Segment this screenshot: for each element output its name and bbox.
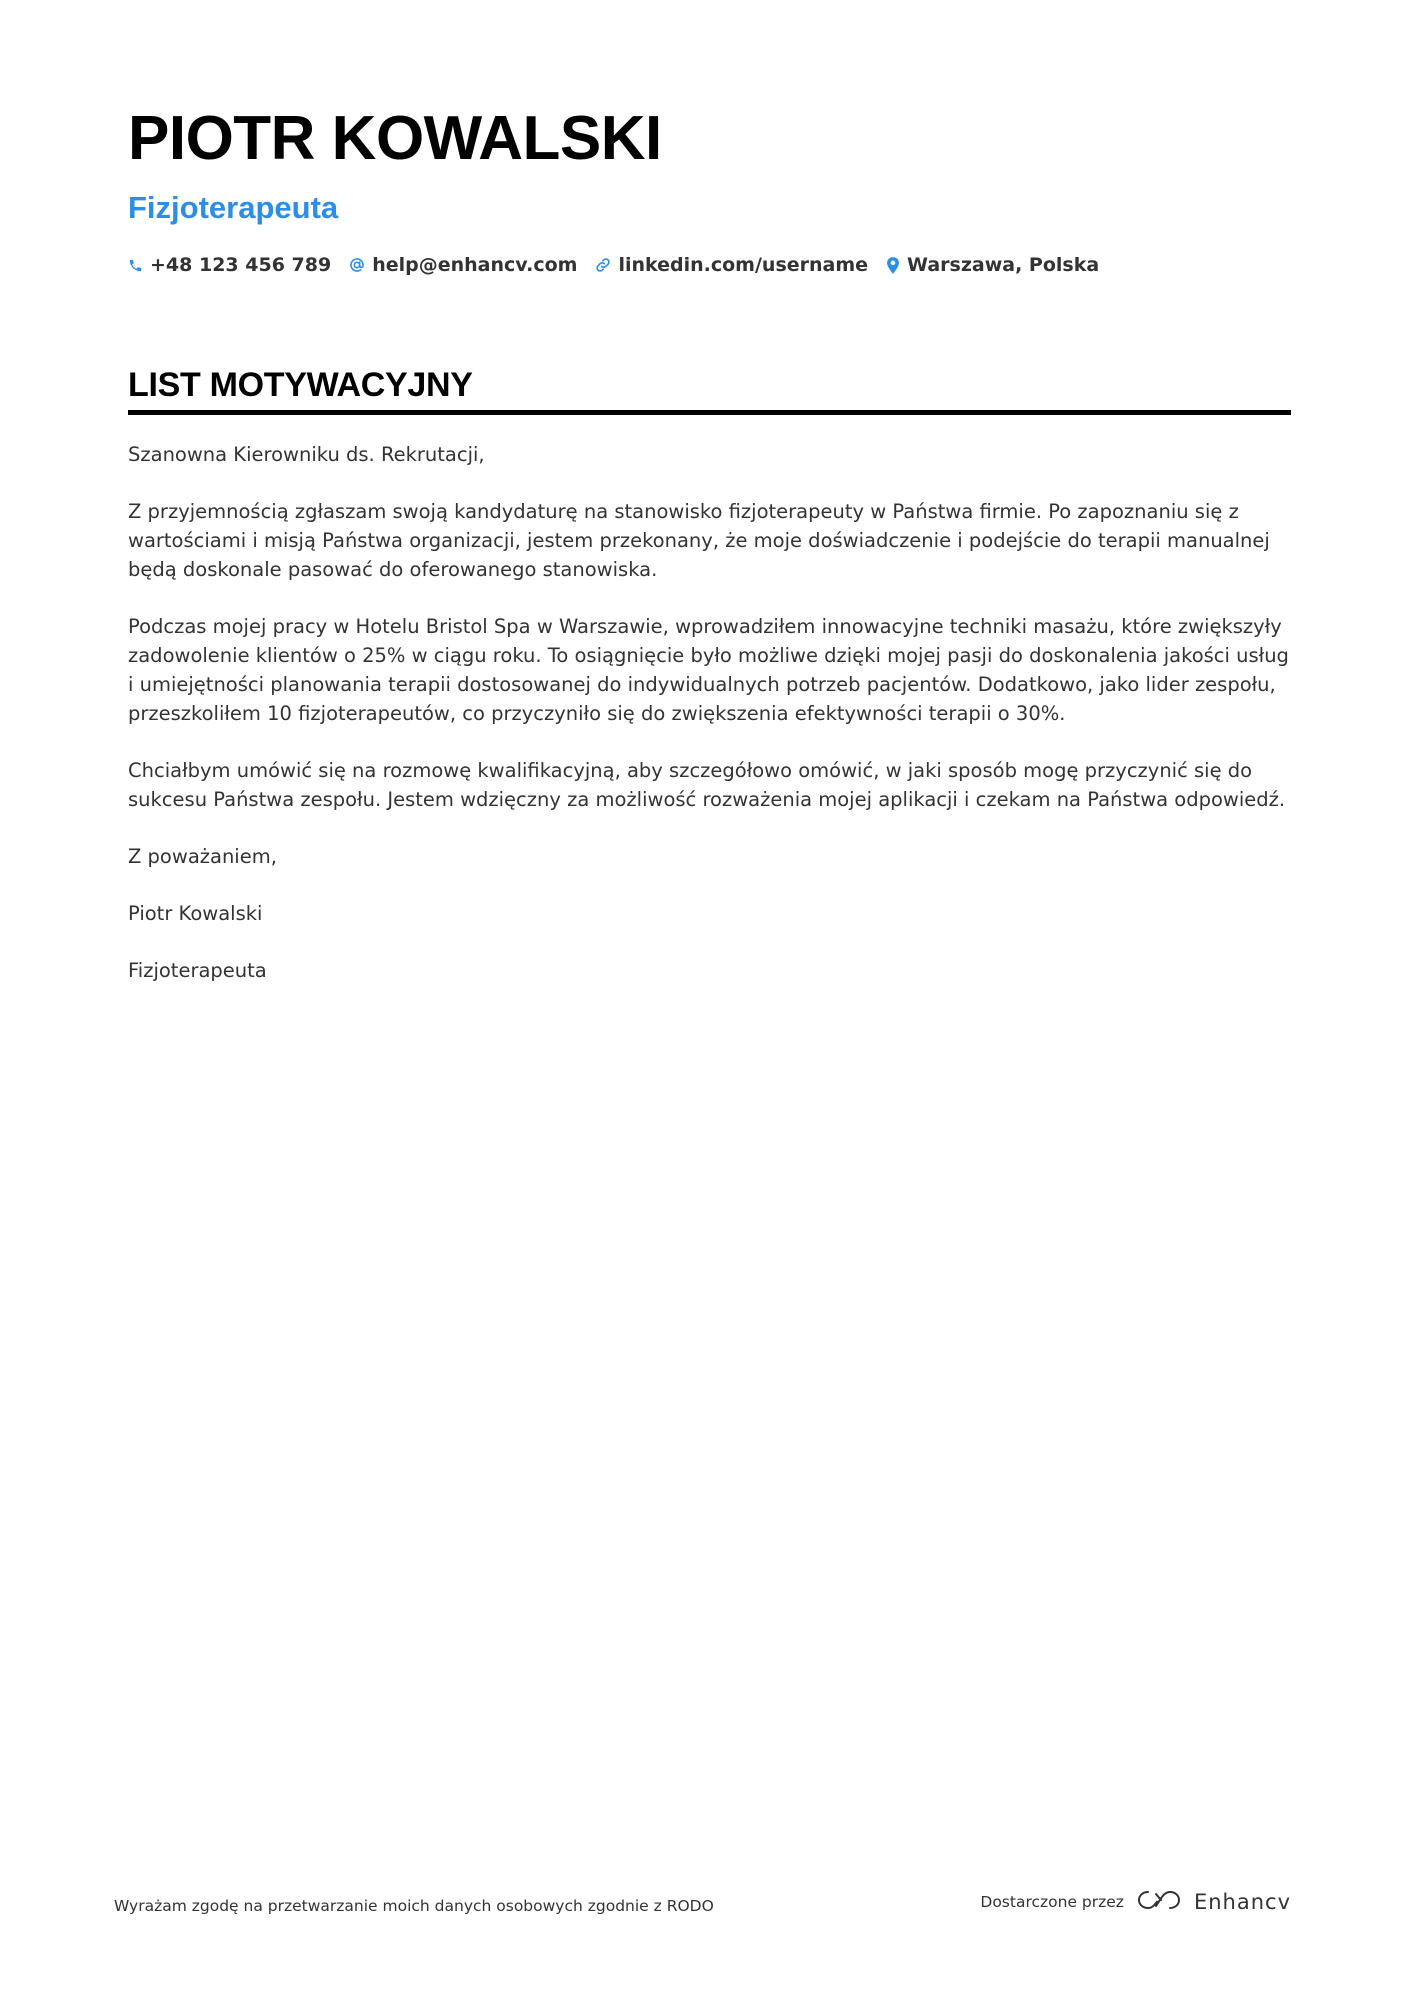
contact-location [886, 254, 1099, 276]
provided-by-label: Dostarczone przez [980, 1893, 1124, 1911]
contact-linkedin[interactable] [595, 254, 868, 276]
paragraph-3: Chciałbym umówić się na rozmowę kwalifikacyjną, aby szczegółowo omówić, w jaki sposób mogę przyczynić się do sukcesu Państwa zespołu. Jestem wdzięczny za możliwość rozważenia mojej aplikacji i czekam na Państwa odpowiedź. [128, 759, 1286, 811]
paragraph-2: Podczas mojej pracy w Hotelu Bristol Spa w Warszawie, wprowadziłem innowacyjne techniki masażu, które zwiększyły zadowolenie klientów o 25% w ciągu roku. To osiągnięcie było możliwe dzięki mojej pasji do doskonalenia jakości usług i umiejętności planowania terapii dostosowanej do indywidualnych potrzeb pacjentów. Dodatkowo, jako lider zespołu, przeszkoliłem 10 fizjoterapeutów, co przyczyniło się do zwiększenia efektywności terapii o 30%. [128, 615, 1289, 725]
link-icon [595, 257, 611, 273]
linkedin-text: linkedin.com/username [618, 254, 869, 276]
gdpr-consent: Wyrażam zgodę na przetwarzanie moich danych osobowych zgodnie z RODO [114, 1897, 714, 1915]
letter-body [128, 440, 1291, 1013]
at-icon [349, 257, 365, 273]
phone-text: +48 123 456 789 [150, 254, 332, 276]
provided-by[interactable] [980, 1888, 1291, 1916]
closing: Z poważaniem, [128, 845, 277, 868]
greeting: Szanowna Kierowniku ds. Rekrutacji, [128, 443, 485, 466]
contact-phone[interactable] [128, 254, 331, 276]
contact-email[interactable] [349, 254, 577, 276]
location-text: Warszawa, Polska [907, 254, 1100, 276]
email-text: help@enhancv.com [372, 254, 578, 276]
enhancv-logo-icon [1136, 1888, 1182, 1916]
paragraph-1: Z przyjemnością zgłaszam swoją kandydaturę na stanowisko fizjoterapeuty w Państwa firmie. Po zapoznaniu się z wartościami i misją Państwa organizacji, jestem przekonany, że moje doświadczenie i podejście do terapii manualnej będą doskonale pasować do oferowanego stanowiska. [128, 500, 1270, 581]
contact-info [128, 254, 1099, 276]
applicant-name: PIOTR KOWALSKI [128, 104, 662, 173]
signature-title: Fizjoterapeuta [128, 959, 267, 982]
signature-name: Piotr Kowalski [128, 902, 263, 925]
enhancv-brand: Enhancv [1193, 1890, 1291, 1914]
section-title: LIST MOTYWACYJNY [128, 366, 473, 404]
phone-icon [128, 258, 143, 273]
location-pin-icon [886, 257, 900, 274]
section-divider [128, 410, 1291, 415]
applicant-title: Fizjoterapeuta [128, 190, 339, 225]
